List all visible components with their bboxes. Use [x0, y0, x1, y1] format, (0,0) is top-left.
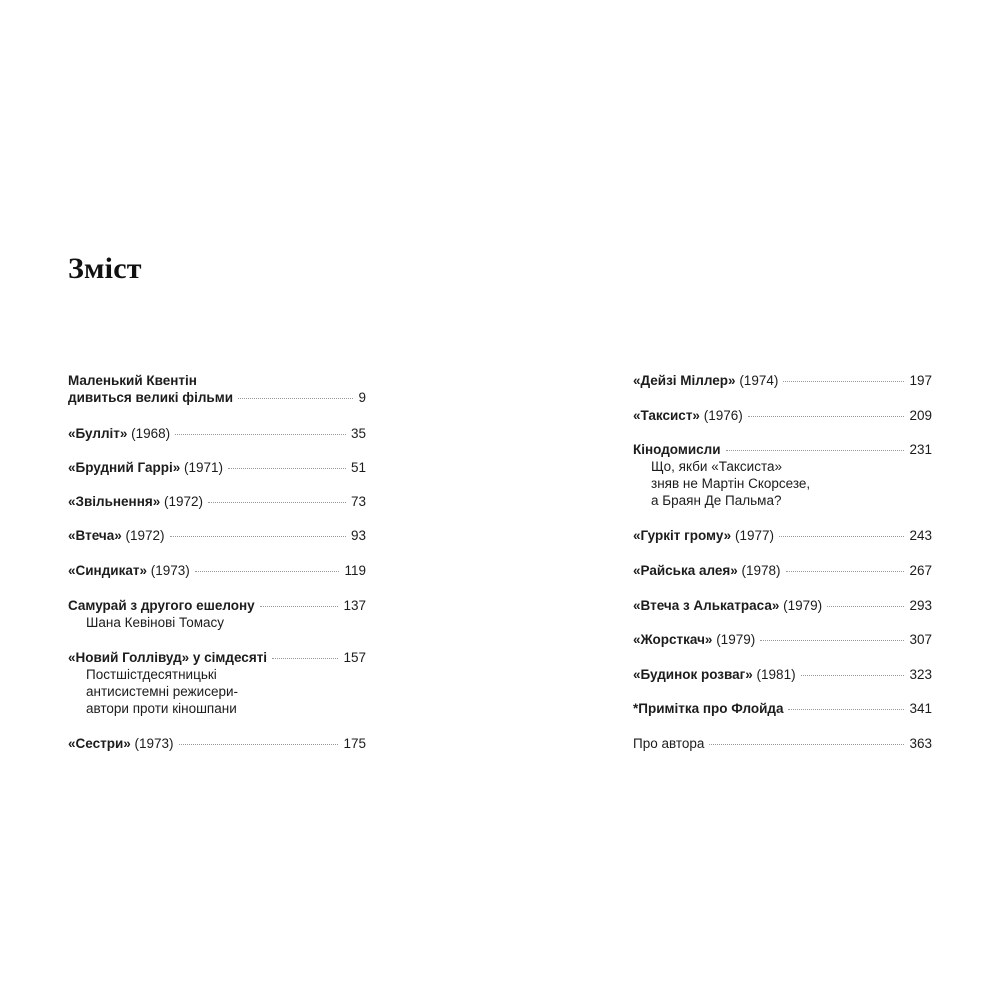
- toc-entry-line: [68, 735, 366, 752]
- toc-entry-line: [68, 389, 366, 406]
- dot-leader: [272, 658, 338, 659]
- toc-entry-year: (1968): [131, 426, 171, 441]
- toc-entry-subtitle: Шана Кевінові Томасу: [86, 615, 225, 630]
- toc-entry-title: «Будинок розваг»: [633, 667, 753, 682]
- toc-entry-title-wrap: [68, 459, 223, 476]
- toc-entry-year: (1971): [184, 460, 224, 475]
- dot-leader: [760, 640, 904, 641]
- toc-entry[interactable]: [633, 441, 932, 509]
- toc-entry-line: [68, 459, 366, 476]
- toc-page-number: 341: [909, 701, 932, 716]
- toc-entry-title: «Таксист»: [633, 408, 700, 423]
- dot-leader: [175, 434, 346, 435]
- toc-entry[interactable]: [633, 700, 932, 717]
- toc-entry-title: «Втеча з Алькатраса»: [633, 598, 780, 613]
- toc-entry-year: (1979): [716, 632, 756, 647]
- toc-page-number: 197: [909, 373, 932, 388]
- toc-entry-line: [633, 700, 932, 717]
- toc-entry-line: [633, 372, 932, 389]
- toc-entry[interactable]: [68, 493, 366, 510]
- toc-entry[interactable]: [633, 631, 932, 648]
- dot-leader: [208, 502, 346, 503]
- toc-page-number: 51: [350, 460, 366, 475]
- toc-entry-year: (1976): [703, 408, 743, 423]
- dot-leader: [801, 675, 905, 676]
- toc-entry[interactable]: [68, 735, 366, 752]
- toc-entry-subtitle: Що, якби «Таксиста»: [651, 459, 783, 474]
- toc-entry-title: «Дейзі Міллер»: [633, 373, 736, 388]
- toc-entry-title: «Жорсткач»: [633, 632, 713, 647]
- toc-entry[interactable]: [68, 597, 366, 631]
- toc-entry-line: [633, 735, 932, 752]
- toc-entry-title: «Втеча»: [68, 528, 122, 543]
- toc-entry-title-wrap: [633, 407, 743, 424]
- toc-entry[interactable]: [68, 649, 366, 717]
- toc-entry-subtitle: а Браян Де Пальма?: [651, 493, 782, 508]
- dot-leader: [179, 744, 339, 745]
- dot-leader: [238, 398, 353, 399]
- toc-entry[interactable]: [633, 735, 932, 752]
- toc-entry[interactable]: [633, 372, 932, 389]
- toc-entry-title: Кінодомисли: [633, 442, 721, 457]
- toc-entry-title-wrap: [633, 372, 778, 389]
- toc-entry-line: [68, 649, 366, 666]
- toc-entry-title-wrap: [633, 597, 822, 614]
- page-title: Зміст: [68, 252, 142, 285]
- toc-entry-year: (1974): [739, 373, 779, 388]
- toc-entry-title-wrap: [68, 389, 233, 406]
- dot-leader: [170, 536, 346, 537]
- toc-entry-line: [633, 407, 932, 424]
- toc-entry-title-wrap: [68, 425, 170, 442]
- dot-leader: [195, 571, 340, 572]
- toc-page-number: 363: [909, 736, 932, 751]
- toc-entry-title: «Новий Голлівуд» у сімдесяті: [68, 650, 268, 665]
- toc-entry-line: [68, 562, 366, 579]
- toc-entry[interactable]: [633, 407, 932, 424]
- dot-leader: [260, 606, 339, 607]
- dot-leader: [709, 744, 904, 745]
- toc-entry[interactable]: [633, 562, 932, 579]
- toc-entry-title: Про автора: [633, 736, 705, 751]
- toc-entry-title-wrap: [68, 527, 165, 544]
- toc-page-number: 209: [909, 408, 932, 423]
- toc-entry-title: «Синдикат»: [68, 563, 147, 578]
- dot-leader: [827, 606, 904, 607]
- dot-leader: [748, 416, 905, 417]
- toc-entry[interactable]: [633, 597, 932, 614]
- toc-page-number: 35: [350, 426, 366, 441]
- toc-entry-line: [633, 441, 932, 458]
- toc-entry-line: [633, 527, 932, 544]
- toc-entry-title-wrap: [68, 372, 197, 389]
- toc-entry-year: (1972): [125, 528, 165, 543]
- toc-entry-line: [68, 372, 366, 389]
- toc-page-number: 307: [909, 632, 932, 647]
- toc-entry-title-wrap: [68, 597, 255, 614]
- toc-entry-title: *Примітка про Флойда: [633, 701, 784, 716]
- dot-leader: [783, 381, 904, 382]
- toc-entry[interactable]: [68, 527, 366, 544]
- toc-entry-title-wrap: [68, 562, 190, 579]
- toc-entry-year: (1972): [164, 494, 204, 509]
- toc-page-number: 243: [909, 528, 932, 543]
- toc-page-number: 73: [350, 494, 366, 509]
- dot-leader: [228, 468, 346, 469]
- toc-entry-title: «Булліт»: [68, 426, 128, 441]
- toc-entry-year: (1973): [150, 563, 190, 578]
- toc-entry-subtitle: автори проти кіношпани: [86, 701, 237, 716]
- toc-page-number: 119: [344, 563, 366, 578]
- toc-entry-title-wrap: [68, 493, 203, 510]
- dot-leader: [726, 450, 905, 451]
- toc-entry-title-wrap: [633, 631, 755, 648]
- toc-entry[interactable]: [633, 666, 932, 683]
- toc-entry-line: [633, 597, 932, 614]
- toc-entry-title: Самурай з другого ешелону: [68, 598, 255, 613]
- toc-entry-title-wrap: [633, 441, 721, 458]
- toc-entry-title-wrap: [633, 666, 796, 683]
- toc-entry-line: [633, 631, 932, 648]
- toc-entry-line: [633, 562, 932, 579]
- toc-entry-title: «Сестри»: [68, 736, 131, 751]
- toc-entry-line: [68, 597, 366, 614]
- toc-page-number: 293: [909, 598, 932, 613]
- toc-entry[interactable]: [633, 527, 932, 544]
- toc-page-number: 9: [358, 390, 366, 405]
- toc-page-number: 137: [343, 598, 366, 613]
- toc-entry[interactable]: [68, 372, 366, 406]
- toc-entry-subtitle: антисистемні режисери-: [86, 684, 238, 699]
- toc-entry-year: (1981): [756, 667, 796, 682]
- toc-page-number: 93: [350, 528, 366, 543]
- toc-entry-year: (1973): [134, 736, 174, 751]
- dot-leader: [779, 536, 904, 537]
- toc-entry-title-wrap: [633, 562, 781, 579]
- toc-entry[interactable]: [68, 459, 366, 476]
- toc-entry-line: [633, 666, 932, 683]
- toc-entry-title-wrap: [68, 735, 174, 752]
- toc-page-number: 231: [909, 442, 932, 457]
- toc-entry-title: «Брудний Гаррі»: [68, 460, 181, 475]
- toc-entry-title: «Звільнення»: [68, 494, 161, 509]
- toc-entry[interactable]: [68, 425, 366, 442]
- toc-entry-line: [68, 425, 366, 442]
- dot-leader: [788, 709, 904, 710]
- toc-entry-year: (1977): [734, 528, 774, 543]
- toc-entry-title-wrap: [633, 527, 774, 544]
- toc-page-number: 175: [343, 736, 366, 751]
- toc-entry-title: дивиться великі фільми: [68, 390, 233, 405]
- toc-entry-title: «Гуркіт грому»: [633, 528, 732, 543]
- toc-entry-subtitle: Постшістдесятницькі: [86, 667, 217, 682]
- toc-entry-line: [68, 493, 366, 510]
- dot-leader: [786, 571, 905, 572]
- toc-page-number: 323: [909, 667, 932, 682]
- toc-page-number: 267: [909, 563, 932, 578]
- toc-entry-title-wrap: [633, 735, 704, 752]
- toc-entry-title-wrap: [68, 649, 267, 666]
- toc-entry[interactable]: [68, 562, 366, 579]
- toc-entry-title: Маленький Квентін: [68, 373, 197, 388]
- toc-entry-title: «Райська алея»: [633, 563, 738, 578]
- toc-page-number: 157: [343, 650, 366, 665]
- toc-entry-title-wrap: [633, 700, 783, 717]
- toc-entry-subtitle: зняв не Мартін Скорсезе,: [651, 476, 811, 491]
- toc-entry-line: [68, 527, 366, 544]
- toc-entry-year: (1978): [741, 563, 781, 578]
- toc-entry-year: (1979): [783, 598, 823, 613]
